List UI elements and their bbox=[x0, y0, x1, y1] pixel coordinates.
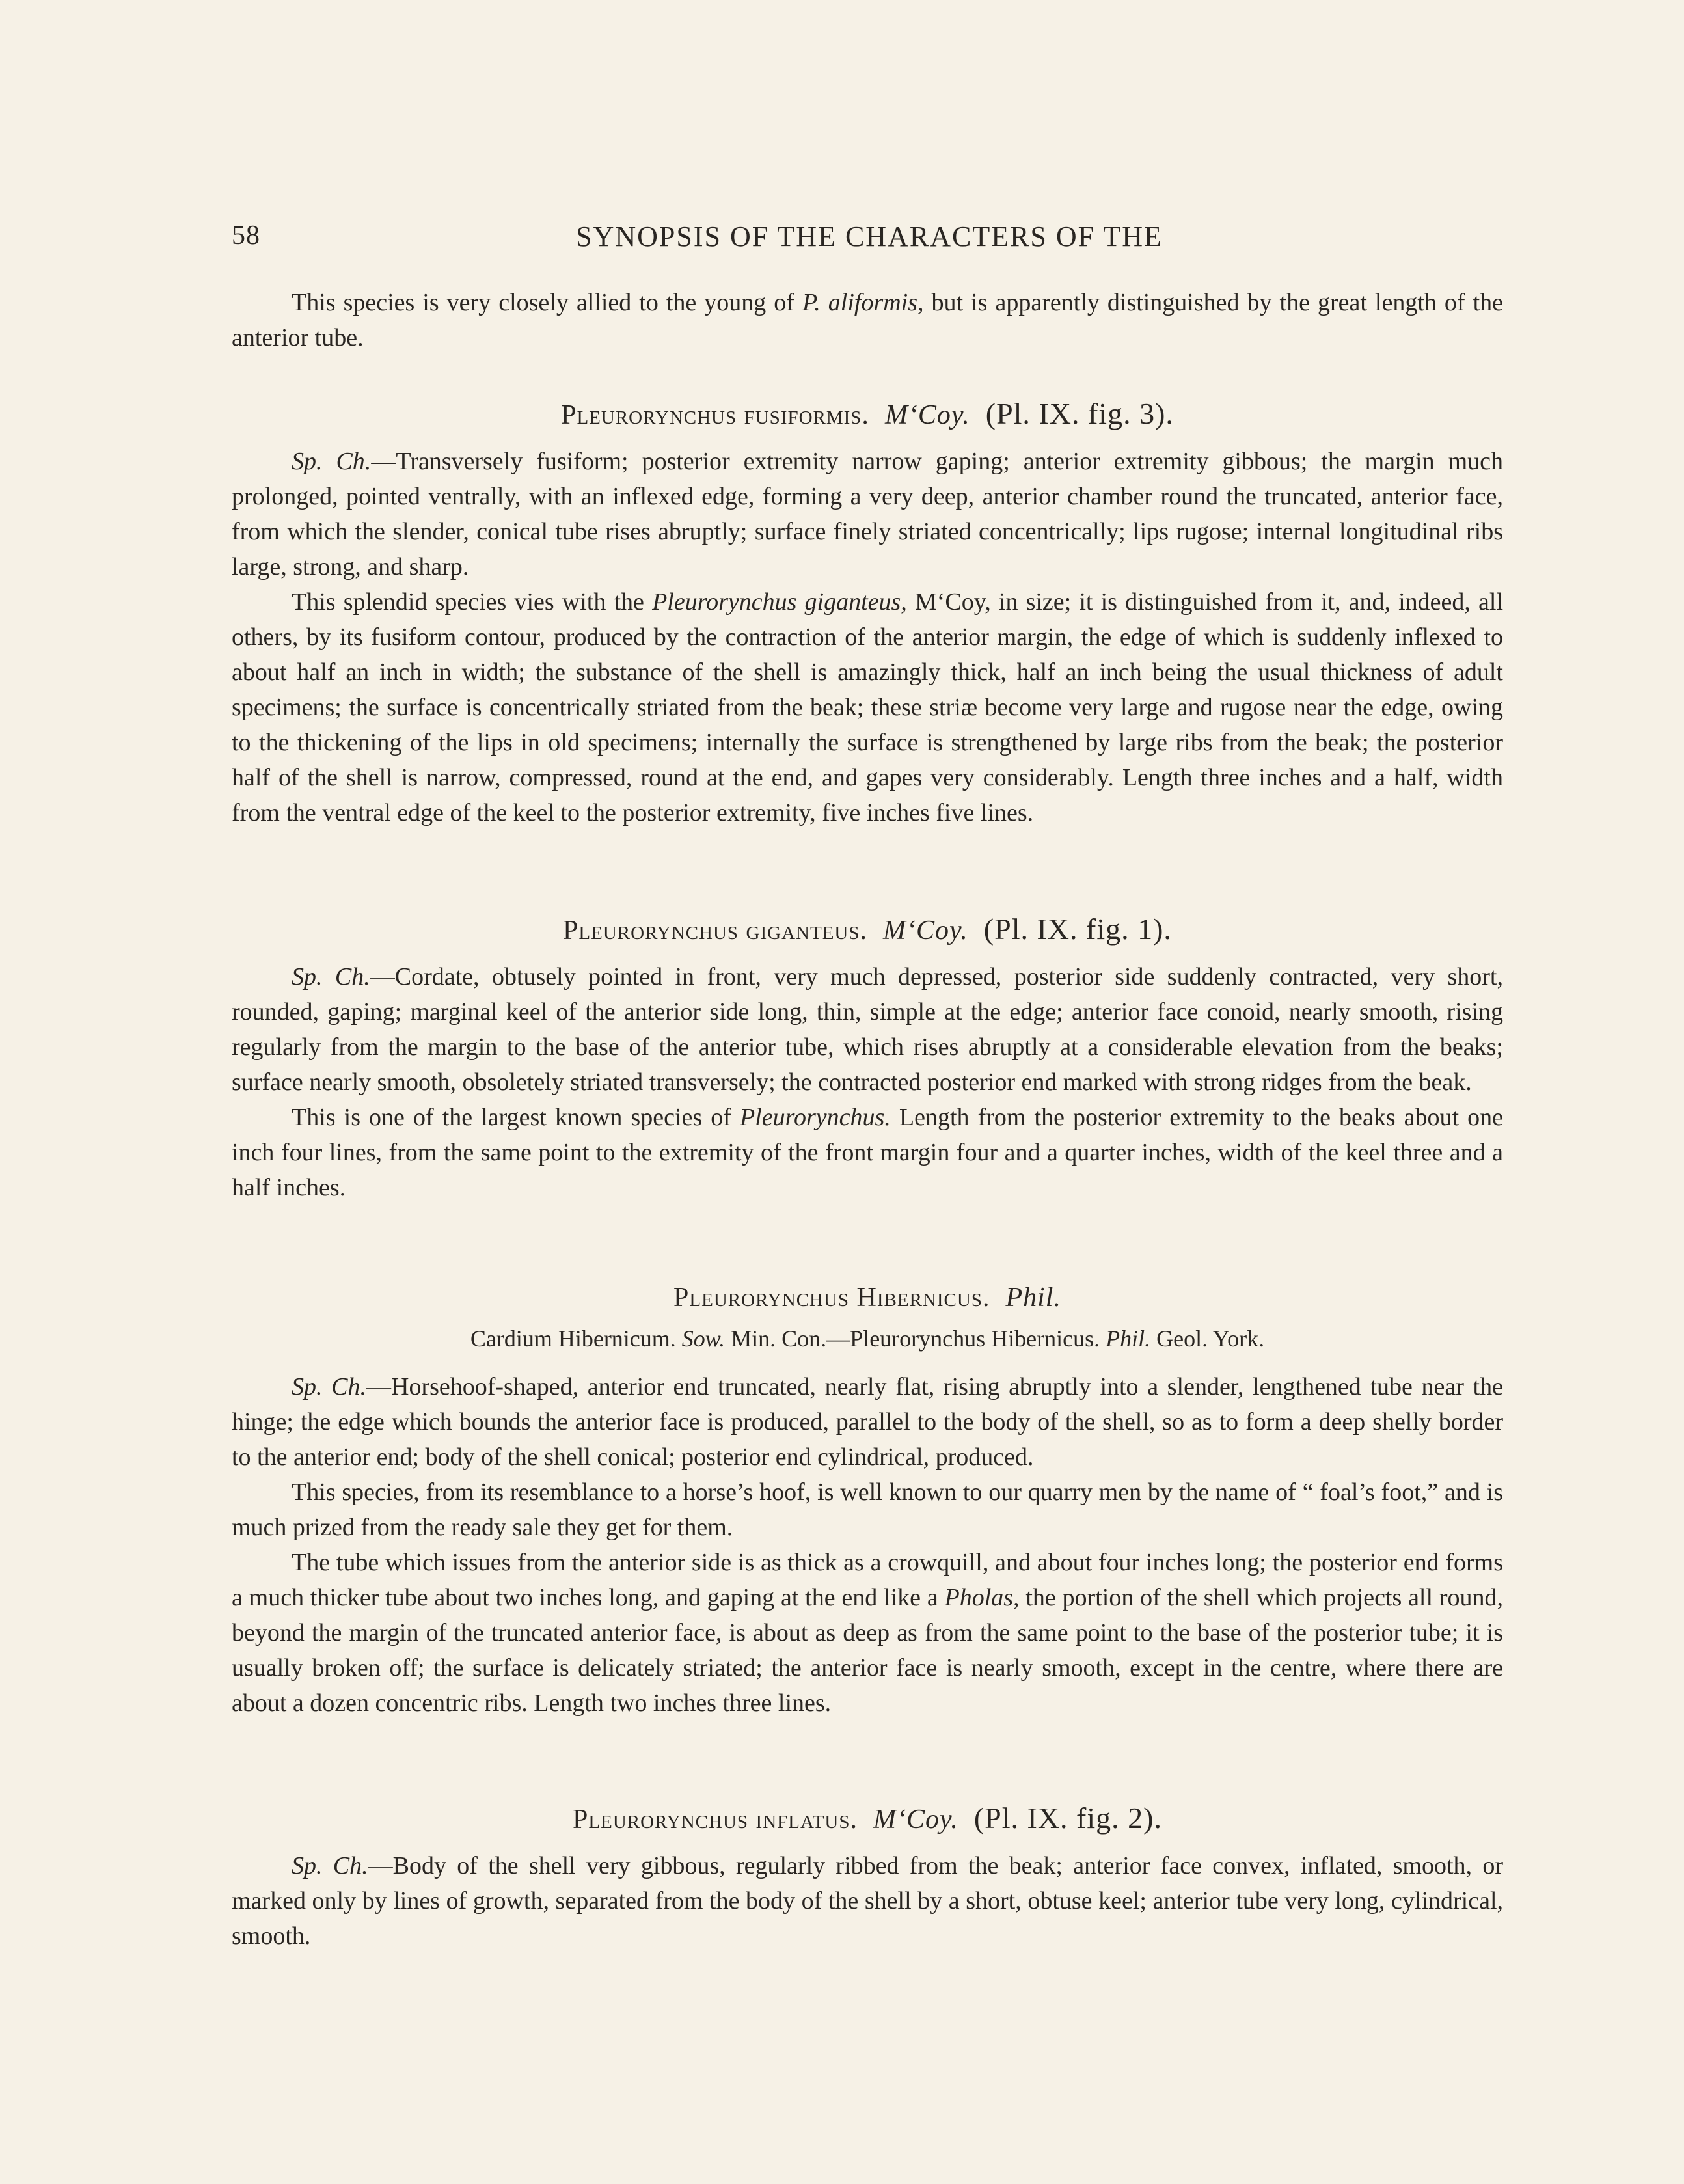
species-author: M‘Coy. bbox=[884, 400, 970, 430]
text-run: Geol. York. bbox=[1156, 1326, 1265, 1352]
species-heading bbox=[232, 394, 1503, 435]
page-number: 58 bbox=[232, 221, 260, 251]
author-abbrev: Sow. bbox=[681, 1326, 726, 1352]
plate-reference: (Pl. IX. fig. 2). bbox=[973, 1801, 1162, 1835]
text-run: —Cordate, obtusely pointed in front, very much depressed, posterior side suddenly contracted, very short, rounded, gaping; marginal keel of the anterior side long, thin, simple at the edge; anterior face conoid, nearly smooth, rising regularly from the margin to the base of the anterior tube, which rises abruptly at a considerable elevation from the beaks; surface nearly smooth, obsoletely striated transversely; the contracted posterior end marked with strong ridges from the beak. bbox=[232, 963, 1503, 1096]
taxon-name: Pleurorynchus giganteus, bbox=[652, 588, 907, 616]
text-run: —Transversely fusiform; posterior extremity narrow gaping; anterior extremity gibbous; the margin much prolonged, pointed ventrally, with an inflexed edge, forming a very deep, anterior chamber round the truncated, anterior face, from which the slender, conical tube rises abruptly; surface finely striated concentrically; lips rugose; internal longitudinal ribs large, strong, and sharp. bbox=[232, 448, 1503, 580]
taxon-name: Pleurorynchus. bbox=[739, 1104, 891, 1131]
species-heading bbox=[232, 910, 1503, 950]
description-paragraph: This species, from its resemblance to a horse’s hoof, is well known to our quarry men by the name of “ foal’s foot,” and is much prized from the ready sale they get for them. bbox=[232, 1479, 1503, 1541]
description-paragraph bbox=[232, 1100, 1503, 1205]
text-run: but is apparently distinguished by the great length of the anterior tube. bbox=[232, 289, 1504, 351]
taxon-name: Pholas, bbox=[944, 1584, 1020, 1611]
spch-label: Sp. Ch. bbox=[292, 1852, 368, 1879]
species-name: Pleurorynchus inflatus. bbox=[573, 1805, 858, 1835]
text-run: Length from the posterior extremity to the beaks about one inch four lines, from the same point to the extremity of the front margin four and a quarter inches, width of the keel three and a half inches. bbox=[232, 1104, 1503, 1201]
species-characters bbox=[232, 1848, 1503, 1954]
running-title: SYNOPSIS OF THE CHARACTERS OF THE bbox=[576, 221, 1163, 253]
text-run: This is one of the largest known species of bbox=[292, 1104, 731, 1131]
species-author: M‘Coy. bbox=[882, 916, 968, 946]
species-inflatus bbox=[232, 1799, 1503, 1954]
species-giganteus bbox=[232, 910, 1503, 1205]
text-run: Cardium Hibernicum. bbox=[470, 1326, 676, 1352]
intro-section bbox=[232, 285, 1503, 355]
species-characters bbox=[232, 959, 1503, 1100]
plate-reference: (Pl. IX. fig. 3). bbox=[985, 397, 1174, 430]
text-run: This species is very closely allied to the young of bbox=[292, 289, 794, 316]
text-run: —Body of the shell very gibbous, regularly ribbed from the beak; anterior face convex, inflated, smooth, or marked only by lines of growth, separated from the body of the shell by a short, obtuse keel; anterior tube very long, cylindrical, smooth. bbox=[232, 1852, 1503, 1950]
species-hibernicus bbox=[232, 1278, 1503, 1721]
species-author: Phil. bbox=[1005, 1283, 1061, 1313]
species-name: Pleurorynchus fusiformis. bbox=[561, 400, 869, 430]
taxon-name: P. aliformis, bbox=[802, 289, 924, 316]
spch-label: Sp. Ch. bbox=[292, 963, 370, 990]
species-name: Pleurorynchus Hibernicus. bbox=[673, 1283, 990, 1313]
species-name: Pleurorynchus giganteus. bbox=[563, 916, 867, 946]
spch-label: Sp. Ch. bbox=[292, 448, 372, 475]
plate-reference: (Pl. IX. fig. 1). bbox=[983, 912, 1172, 946]
spch-label: Sp. Ch. bbox=[292, 1373, 366, 1400]
intro-paragraph bbox=[232, 285, 1503, 355]
species-author: M‘Coy. bbox=[873, 1805, 958, 1835]
species-characters bbox=[232, 444, 1503, 584]
running-head bbox=[232, 220, 1507, 259]
text-run: M‘Coy, in size; it is distinguished from it, and, indeed, all others, by its fusiform contour, produced by the contraction of the anterior margin, the edge of which is suddenly inflexed to about half an inch in width; the substance of the shell is amazingly thick, half an inch being the usual thickness of adult specimens; the surface is concentrically striated from the beak; these striæ become very large and rugose near the edge, owing to the thickening of the lips in old specimens; internally the surface is strengthened by large ribs from the beak; the posterior half of the shell is narrow, compressed, round at the end, and gapes very considerably. Length three inches and a half, width from the ventral edge of the keel to the posterior extremity, five inches five lines. bbox=[232, 588, 1504, 826]
species-fusiformis bbox=[232, 394, 1503, 830]
text-run: This splendid species vies with the bbox=[292, 588, 644, 616]
text-run: the portion of the shell which projects all round, beyond the margin of the truncated anterior face, is about as deep as from the same point to the base of the posterior tube; it is usually broken off; the surface is delicately striated; the anterior face is nearly smooth, except in the centre, where there are about a dozen concentric ribs. Length two inches three lines. bbox=[232, 1584, 1503, 1717]
species-heading bbox=[232, 1799, 1503, 1839]
species-characters bbox=[232, 1369, 1503, 1475]
description-paragraph bbox=[232, 1545, 1503, 1721]
description-paragraph bbox=[232, 584, 1503, 830]
author-abbrev: Phil. bbox=[1106, 1326, 1151, 1352]
text-run: The tube which issues from the anterior side is as thick as a crowquill, and about four inches long; the posterior end forms a much thicker tube about two inches long, and gaping at the end like a bbox=[232, 1549, 1503, 1611]
text-run: Min. Con.—Pleurorynchus Hibernicus. bbox=[731, 1326, 1100, 1352]
species-heading bbox=[232, 1278, 1503, 1317]
synonymy-line bbox=[232, 1321, 1503, 1356]
text-run: —Horsehoof-shaped, anterior end truncated, nearly flat, rising abruptly into a slender, lengthened tube near the hinge; the edge which bounds the anterior face is produced, parallel to the body of the shell, so as to form a deep shelly border to the anterior end; body of the shell conical; posterior end cylindrical, produced. bbox=[232, 1373, 1503, 1471]
